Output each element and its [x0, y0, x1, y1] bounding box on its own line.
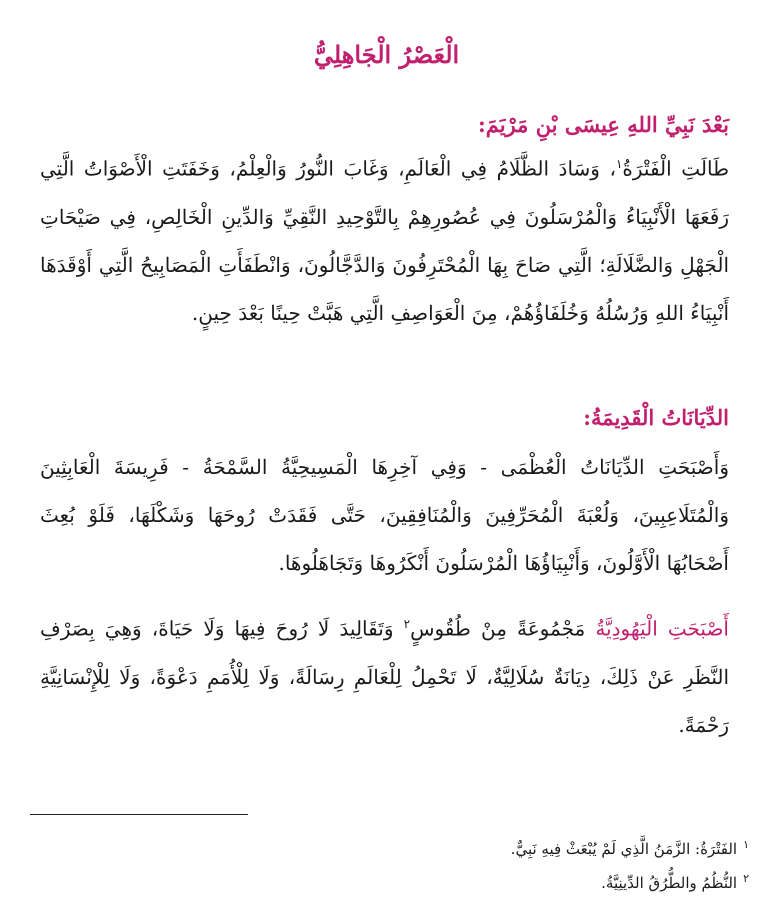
footnote-1 [511, 838, 749, 858]
footnote-1-text: الفَتْرَةُ: الزَّمَنُ الَّذِي لَمْ يُبْعَثْ فِيهِ نَبِيٌّ. [510, 840, 738, 858]
paragraph-intro [40, 140, 729, 337]
page-title: الْعَصْرُ الْجَاهِلِيُّ [313, 40, 460, 69]
paragraph-intro-start: طَالَتِ الْفَتْرَةُ [622, 156, 729, 181]
section-heading-after-isa: بَعْدَ نَبِيِّ اللهِ عِيسَى بْنِ مَرْيَمَ: [477, 112, 729, 137]
judaism-highlight: أَصْبَحَتِ الْيَهُودِيَّةُ [595, 616, 729, 641]
paragraph-religions: وَأَصْبَحَتِ الدِّيَانَاتُ الْعُظْمَى - وَفِي آخِرِهَا الْمَسِيحِيَّةُ السَّمْحَةُ - فَرِيسَةَ الْعَابِثِينَ وَالْمُتَلَاعِبِينَ، وَلُعْبَةَ الْمُحَرِّفِينَ وَالْمُنَافِقِينَ، حَتَّى فَقَدَتْ رُوحَهَا وَشَكْلَهَا، فَلَوْ بُعِثَ أَصْحَابُهَا الْأَوَّلُونَ، وَأَنْبِيَاؤُهَا الْمُرْسَلُونَ أَنْكَرُوهَا وَتَجَاهَلُوهَا. [40, 455, 729, 575]
paragraph-judaism [40, 600, 729, 749]
judaism-text-start: مَجْمُوعَةً مِنْ طُقُوسٍ [410, 616, 596, 641]
paragraph-intro-rest: ، وَسَادَ الظَّلَامُ فِي الْعَالَمِ، وَغَابَ النُّورُ وَالْعِلْمُ، وَخَفَتَتِ الْأَصْوَاتُ الَّتِي رَفَعَهَا الْأَنْبِيَاءُ وَالْمُرْسَلُونَ فِي عُصُورِهِمْ بِالتَّوْحِيدِ النَّقِيِّ وَالدِّينِ الْخَالِصِ، فِي صَيْحَاتِ الْجَهْلِ وَالضَّلَالَةِ؛ الَّتِي صَاحَ بِهَا الْمُحْتَرِفُونَ وَالدَّجَّالُونَ، وَانْطَفَأَتِ الْمَصَابِيحُ الَّتِي أَوْقَدَهَا أَنْبِيَاءُ اللهِ وَرُسُلُهُ وَخُلَفَاؤُهُمْ، مِنَ الْعَوَاصِفِ الَّتِي هَبَّتْ حِينًا بَعْدَ حِينٍ. [40, 156, 729, 325]
section-heading-old-religions: الدِّيَانَاتُ الْقَدِيمَةُ: [583, 405, 729, 430]
footnote-divider [30, 814, 248, 815]
footnote-2 [601, 872, 749, 892]
footnote-2-text: النُّظُمُ والطُّرُقُ الدِّينِيَّةُ. [601, 874, 738, 892]
judaism-text-rest: وَتَقَالِيدَ لَا رُوحَ فِيهَا وَلَا حَيَاةَ، وَهِيَ بِصَرْفِ النَّظَرِ عَنْ ذَلِكَ، دِيَانَةٌ سُلَالِيَّةٌ، لَا تَحْمِلُ لِلْعَالَمِ رِسَالَةً، وَلَا لِلْأُمَمِ دَعْوَةً، وَلَا لِلْإِنْسَانِيَّةِ رَحْمَةً. [40, 616, 729, 737]
footnote-2-number: ٢ [743, 872, 749, 885]
footnote-ref-1: ١ [615, 157, 623, 171]
footnote-1-number: ١ [743, 838, 749, 851]
footnote-ref-2: ٢ [403, 617, 411, 631]
